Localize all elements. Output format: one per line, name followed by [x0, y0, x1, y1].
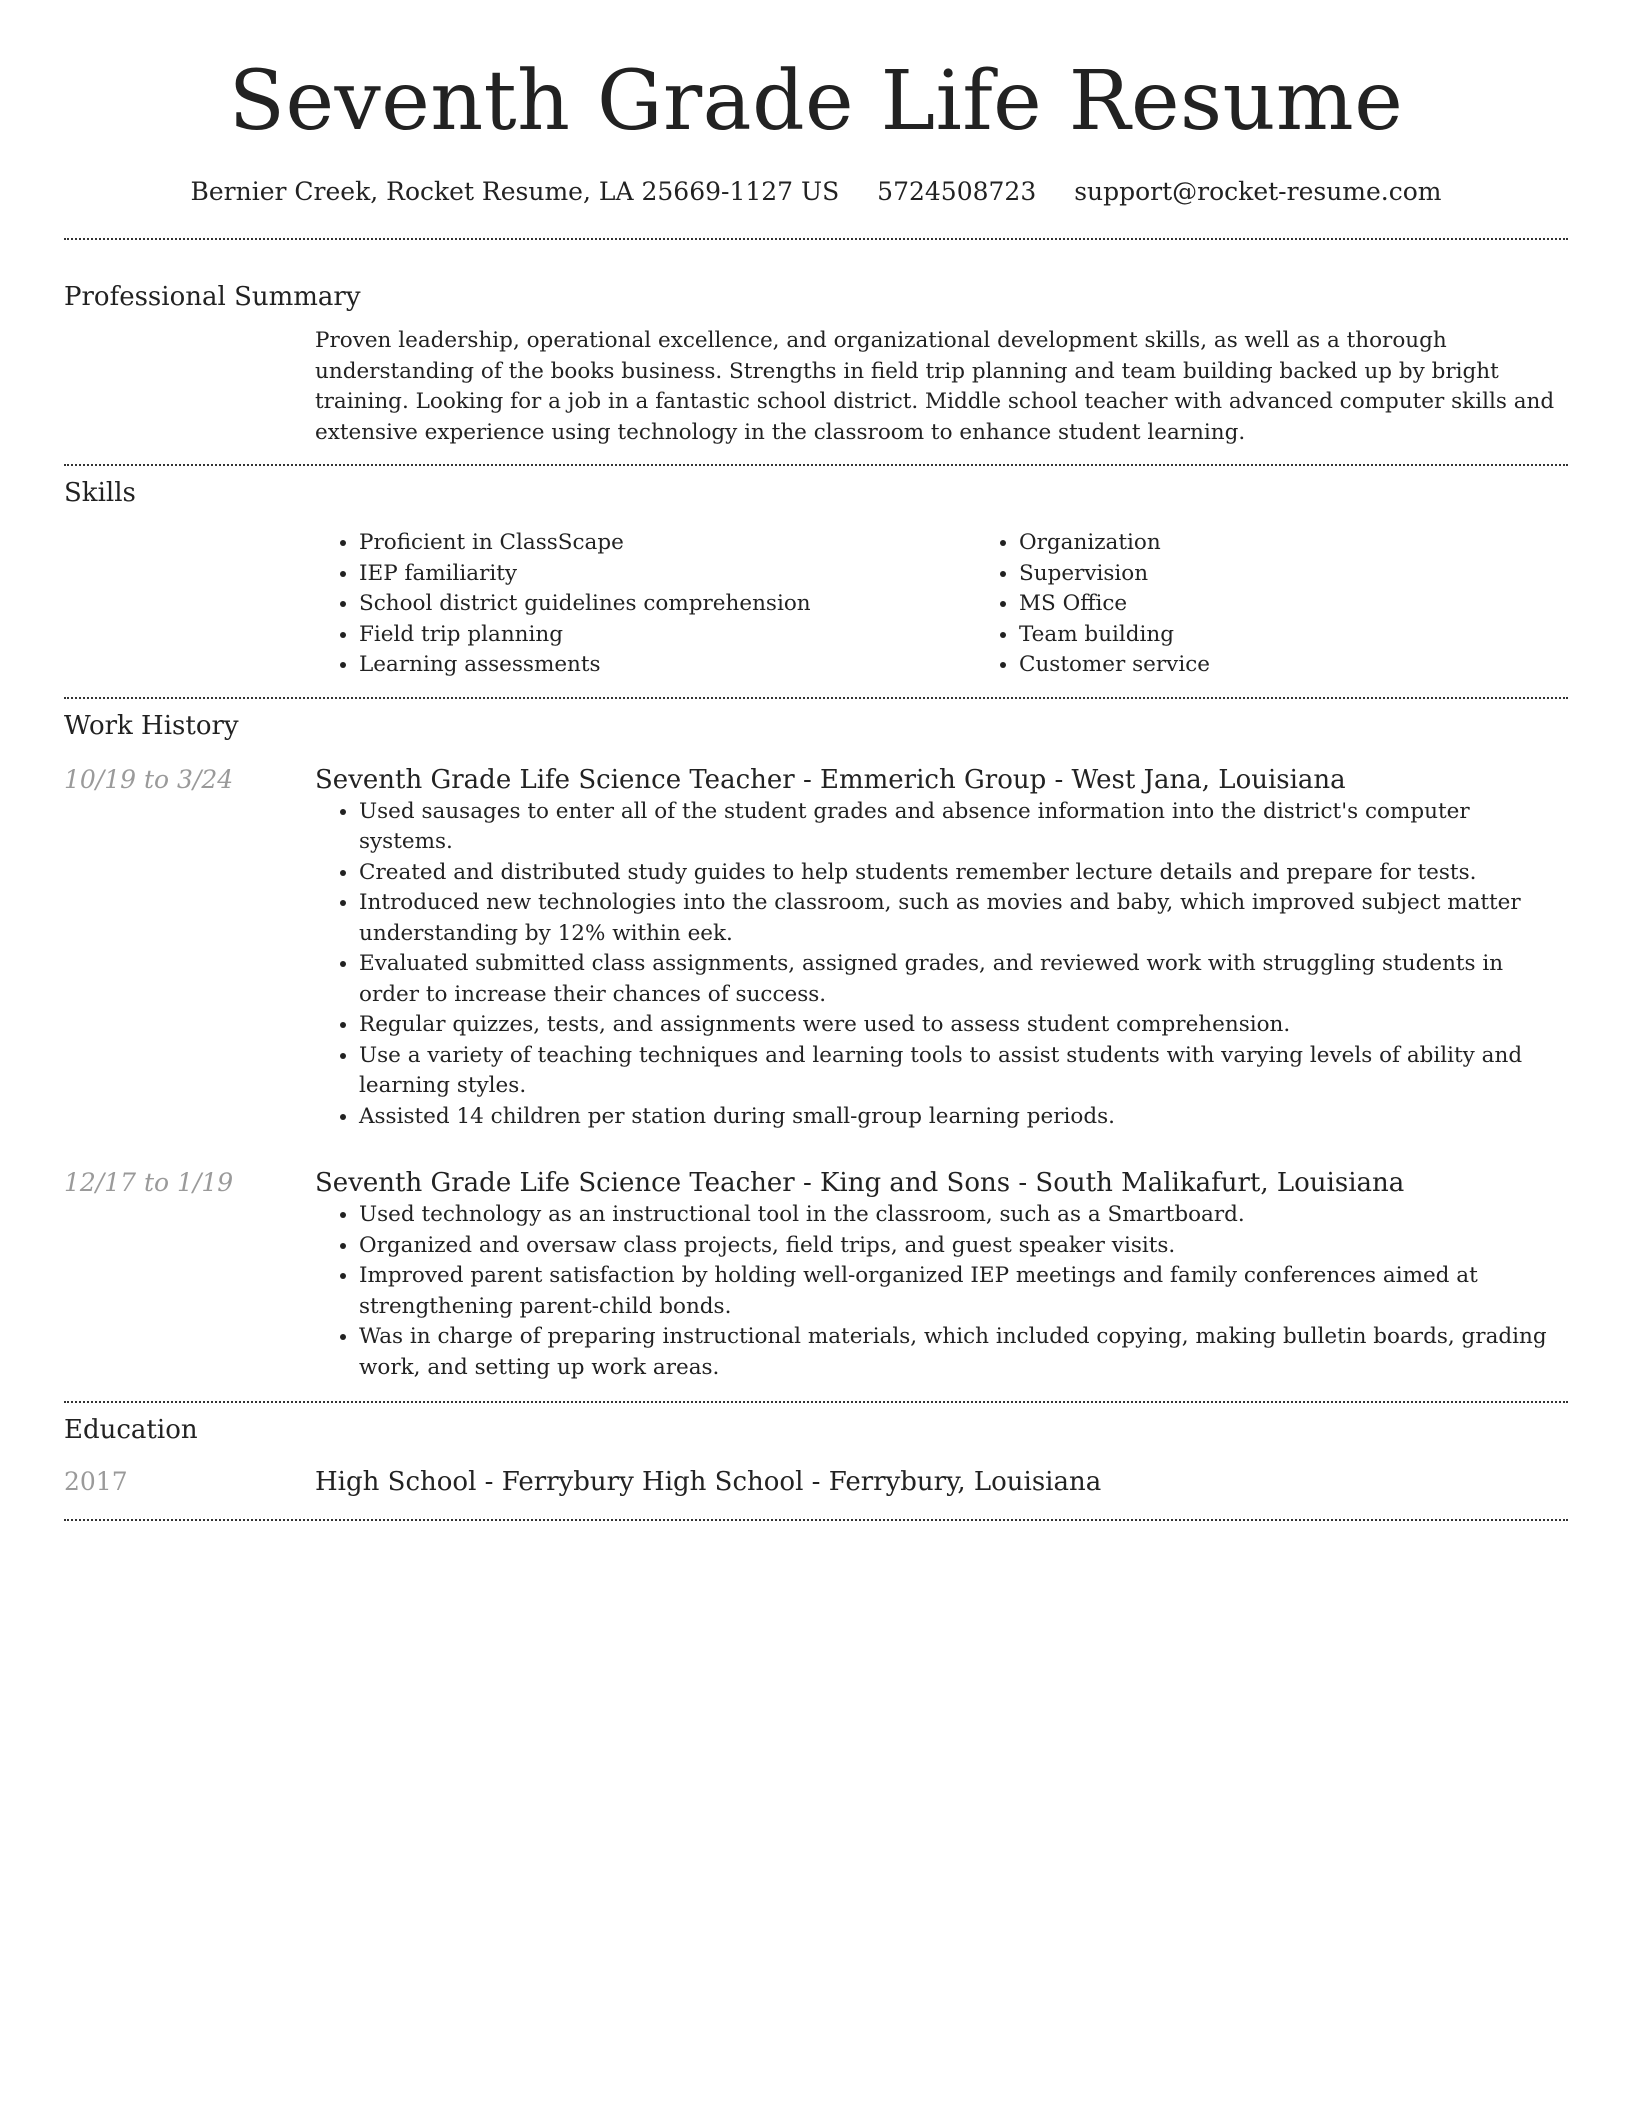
skill-item: • Proficient in ClassScape: [359, 528, 975, 559]
contact-phone: 5724508723: [877, 177, 1037, 206]
skills-row: [64, 510, 1568, 697]
skills-section-title: Skills: [64, 478, 136, 508]
section-divider: [64, 464, 1568, 466]
job-heading: Seventh Grade Life Science Teacher - Emmerich Group - West Jana, Louisiana: [315, 764, 1346, 795]
skill-item: • Customer service: [1019, 650, 1632, 681]
job-bullets-row: [64, 797, 1568, 1133]
contact-email: support@rocket-resume.com: [1074, 177, 1442, 206]
job-bullet: • Evaluated submitted class assignments, assigned grades, and reviewed work with struggling students in order to increase their chances of success.: [359, 949, 1568, 1010]
skill-item: • Supervision: [1019, 559, 1632, 590]
skill-item: • Team building: [1019, 620, 1632, 651]
job-heading: Seventh Grade Life Science Teacher - King and Sons - South Malikafurt, Louisiana: [315, 1168, 1405, 1198]
job-bullet: • Created and distributed study guides to help students remember lecture details and prepare for tests.: [359, 858, 1568, 889]
education-year: 2017: [64, 1467, 128, 1496]
job-dates: 10/19 to 3/24: [64, 764, 234, 794]
work-section-title: Work History: [64, 710, 239, 741]
job-bullet: • Regular quizzes, tests, and assignments were used to assess student comprehension.: [359, 1010, 1568, 1041]
job-bullet-list: [315, 797, 1568, 1133]
skills-list-right: [975, 528, 1632, 681]
job-bullets-row: [64, 1200, 1568, 1401]
summary-section-title: Professional Summary: [64, 282, 361, 312]
education-heading: High School - Ferrybury High School - Ferrybury, Louisiana: [315, 1467, 1102, 1497]
section-divider: [64, 1401, 1568, 1403]
job-entry-1: [64, 763, 1568, 797]
job-bullet: • Used technology as an instructional tool in the classroom, such as a Smartboard.: [359, 1200, 1568, 1231]
skill-item: • School district guidelines comprehension: [359, 589, 975, 620]
resume-name: Seventh Grade Life Resume: [228, 54, 1404, 149]
job-entry-2: [64, 1166, 1568, 1200]
education-section-title: Education: [64, 1415, 198, 1445]
skill-item: • Organization: [1019, 528, 1632, 559]
job-bullet: • Assisted 14 children per station during small-group learning periods.: [359, 1102, 1568, 1133]
job-dates: 12/17 to 1/19: [64, 1168, 234, 1197]
job-bullet: • Was in charge of preparing instructional materials, which included copying, making bulletin boards, grading work, and setting up work areas.: [359, 1322, 1568, 1383]
job-bullet: • Introduced new technologies into the classroom, such as movies and baby, which improved subject matter understanding by 12% within eek.: [359, 888, 1568, 949]
job-bullet: • Organized and oversaw class projects, field trips, and guest speaker visits.: [359, 1231, 1568, 1262]
summary-row: [64, 314, 1568, 464]
section-divider: [64, 1519, 1568, 1521]
job-bullet-list: [315, 1200, 1568, 1383]
job-bullet: • Use a variety of teaching techniques and learning tools to assist students with varying levels of ability and learning styles.: [359, 1041, 1568, 1102]
section-divider: [64, 697, 1568, 699]
skill-item: • Learning assessments: [359, 650, 975, 681]
skills-list-left: [315, 528, 975, 681]
skill-item: • Field trip planning: [359, 620, 975, 651]
job-bullet: • Improved parent satisfaction by holding well-organized IEP meetings and family conferences aimed at strengthening parent-child bonds.: [359, 1261, 1568, 1322]
education-entry: [64, 1465, 1568, 1519]
skill-item: • IEP familiarity: [359, 559, 975, 590]
job-bullet: • Used sausages to enter all of the student grades and absence information into the district's computer systems.: [359, 797, 1568, 858]
summary-text: Proven leadership, operational excellence, and organizational development skills, as well as a thorough understanding of the books business. Strengths in field trip planning and team building backed up by bright training. Looking for a job in a fantastic school district. Middle school teacher with advanced computer skills and extensive experience using technology in the classroom to enhance student learning.: [315, 328, 1555, 445]
skills-grid: [315, 528, 1632, 697]
skill-item: • MS Office: [1019, 589, 1632, 620]
contact-address: Bernier Creek, Rocket Resume, LA 25669-1127 US: [190, 177, 840, 206]
section-divider: [64, 238, 1568, 240]
contact-line: [64, 176, 1568, 208]
